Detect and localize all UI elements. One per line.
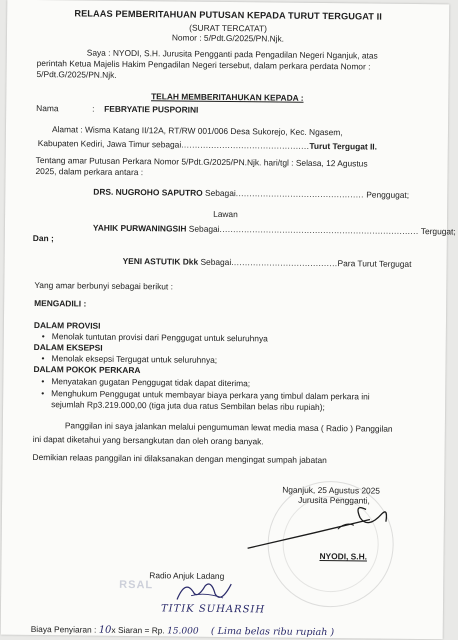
closing-line-2: ini dapat diketahui yang bersangkutan dan oleh orang banyak. (32, 433, 264, 447)
tentang-line-2: 2025, dalam perkara antara : (35, 166, 144, 178)
lawan-label: Lawan (213, 208, 238, 220)
radio-label: Radio Anjuk Ladang (149, 570, 225, 582)
intro-line-2: perintah Ketua Majelis Hakim Pengadilan Negeri tersebut, dalam perkara perdata Nomor : (36, 58, 371, 72)
document-subtitle: (SURAT TERCATAT) (189, 22, 267, 34)
eksepsi-item: • Menolak eksepsi Tergugat untuk seluruhnya; (42, 353, 218, 366)
notice-heading: TELAH MEMBERITAHUKAN KEPADA : (151, 91, 304, 103)
signature-name: NYODI, S.H. (319, 551, 368, 562)
signature-place-date: Nganjuk, 25 Agustus 2025 (282, 484, 381, 496)
dan-label: Dan ; (32, 232, 54, 244)
intro-line-3: 5/Pdt.G/2025/PN.Njk. (36, 69, 117, 80)
closing-line-3: Demikian relaas panggilan ini dilaksanakan dengan mengingat sumpah jabatan (32, 451, 327, 466)
recipient-name: FEBRYATIE PUSPORINI (104, 103, 199, 115)
closing-line-1: Panggilan ini saya jalankan melalui pengumuman lewat media masa ( Radio ) Panggilan (64, 420, 393, 434)
pokok-heading: DALAM POKOK PERKARA (33, 363, 141, 376)
provisi-item: • Menolak tuntutan provisi dari Penggugat untuk seluruhnya (42, 331, 268, 344)
cost-line: Biaya Penyiaran : 10x Siaran = Rp. 15.000 ( Lima belas ribu rupiah ) (30, 623, 335, 639)
signature-scribble-icon (242, 498, 393, 554)
turut-tergugat-line: YENI ASTUTIK Dkk Sebagai.......................................Para Turut Tergugat (122, 255, 412, 269)
mengadili-heading: MENGADILI : (34, 298, 87, 309)
amar-intro: Yang amar berbunyi sebagai berikut : (34, 280, 173, 292)
document-page (1, 0, 456, 639)
intro-line-1: Saya : NYODI, S.H. Jurusita Pengganti pada Pengadilan Negeri Nganjuk, atas (86, 47, 378, 61)
tergugat-line: YAHIK PURWANINGSIH Sebagai......................................................................... Tergugat; (92, 222, 456, 237)
tentang-line-1: Tentang amar Putusan Perkara Nomor 5/Pdt.G/2025/PN.Njk. hari/tgl : Selasa, 12 Agustus (35, 155, 368, 169)
document-number: Nomor : 5/Pdt.G/2025/PN.Njk. (171, 32, 285, 44)
document-title: RELAAS PEMBERITAHUAN PUTUSAN KEPADA TURUT TERGUGAT II (74, 8, 383, 22)
nama-label: Nama (36, 103, 59, 114)
signature-position: Jurusita Pengganti, (298, 494, 370, 506)
radio-signature-icon (171, 577, 237, 606)
pokok-item-2-line-2: sejumlah Rp3.219.000,00 (tiga juta dua ratus Sembilan belas ribu rupiah); (51, 399, 325, 413)
radio-handwritten-name: TITIK SUHARSIH (160, 603, 266, 616)
penggugat-line: DRS. NUGROHO SAPUTRO Sebagai............................................... Penggugat; (93, 186, 410, 200)
alamat-line-2: Kabupaten Kediri, Jawa Timur sebagai...............................................Turut Tergugat II. (37, 138, 378, 152)
eksepsi-heading: DALAM EKSEPSI (33, 341, 103, 353)
alamat-line-1: Alamat : Wisma Katang II/12A, RT/RW 001/006 Desa Sukorejo, Kec. Ngasem, (51, 124, 343, 138)
radio-logo-icon: RSAL (119, 578, 154, 592)
pokok-item-1: • Menyatakan gugatan Penggugat tidak dapat diterima; (41, 376, 250, 389)
pokok-item-2-line-1: • Menghukum Penggugat untuk membayar biaya perkara yang timbul dalam perkara ini (41, 388, 370, 402)
provisi-heading: DALAM PROVISI (33, 319, 101, 331)
nama-separator: : (92, 103, 95, 114)
